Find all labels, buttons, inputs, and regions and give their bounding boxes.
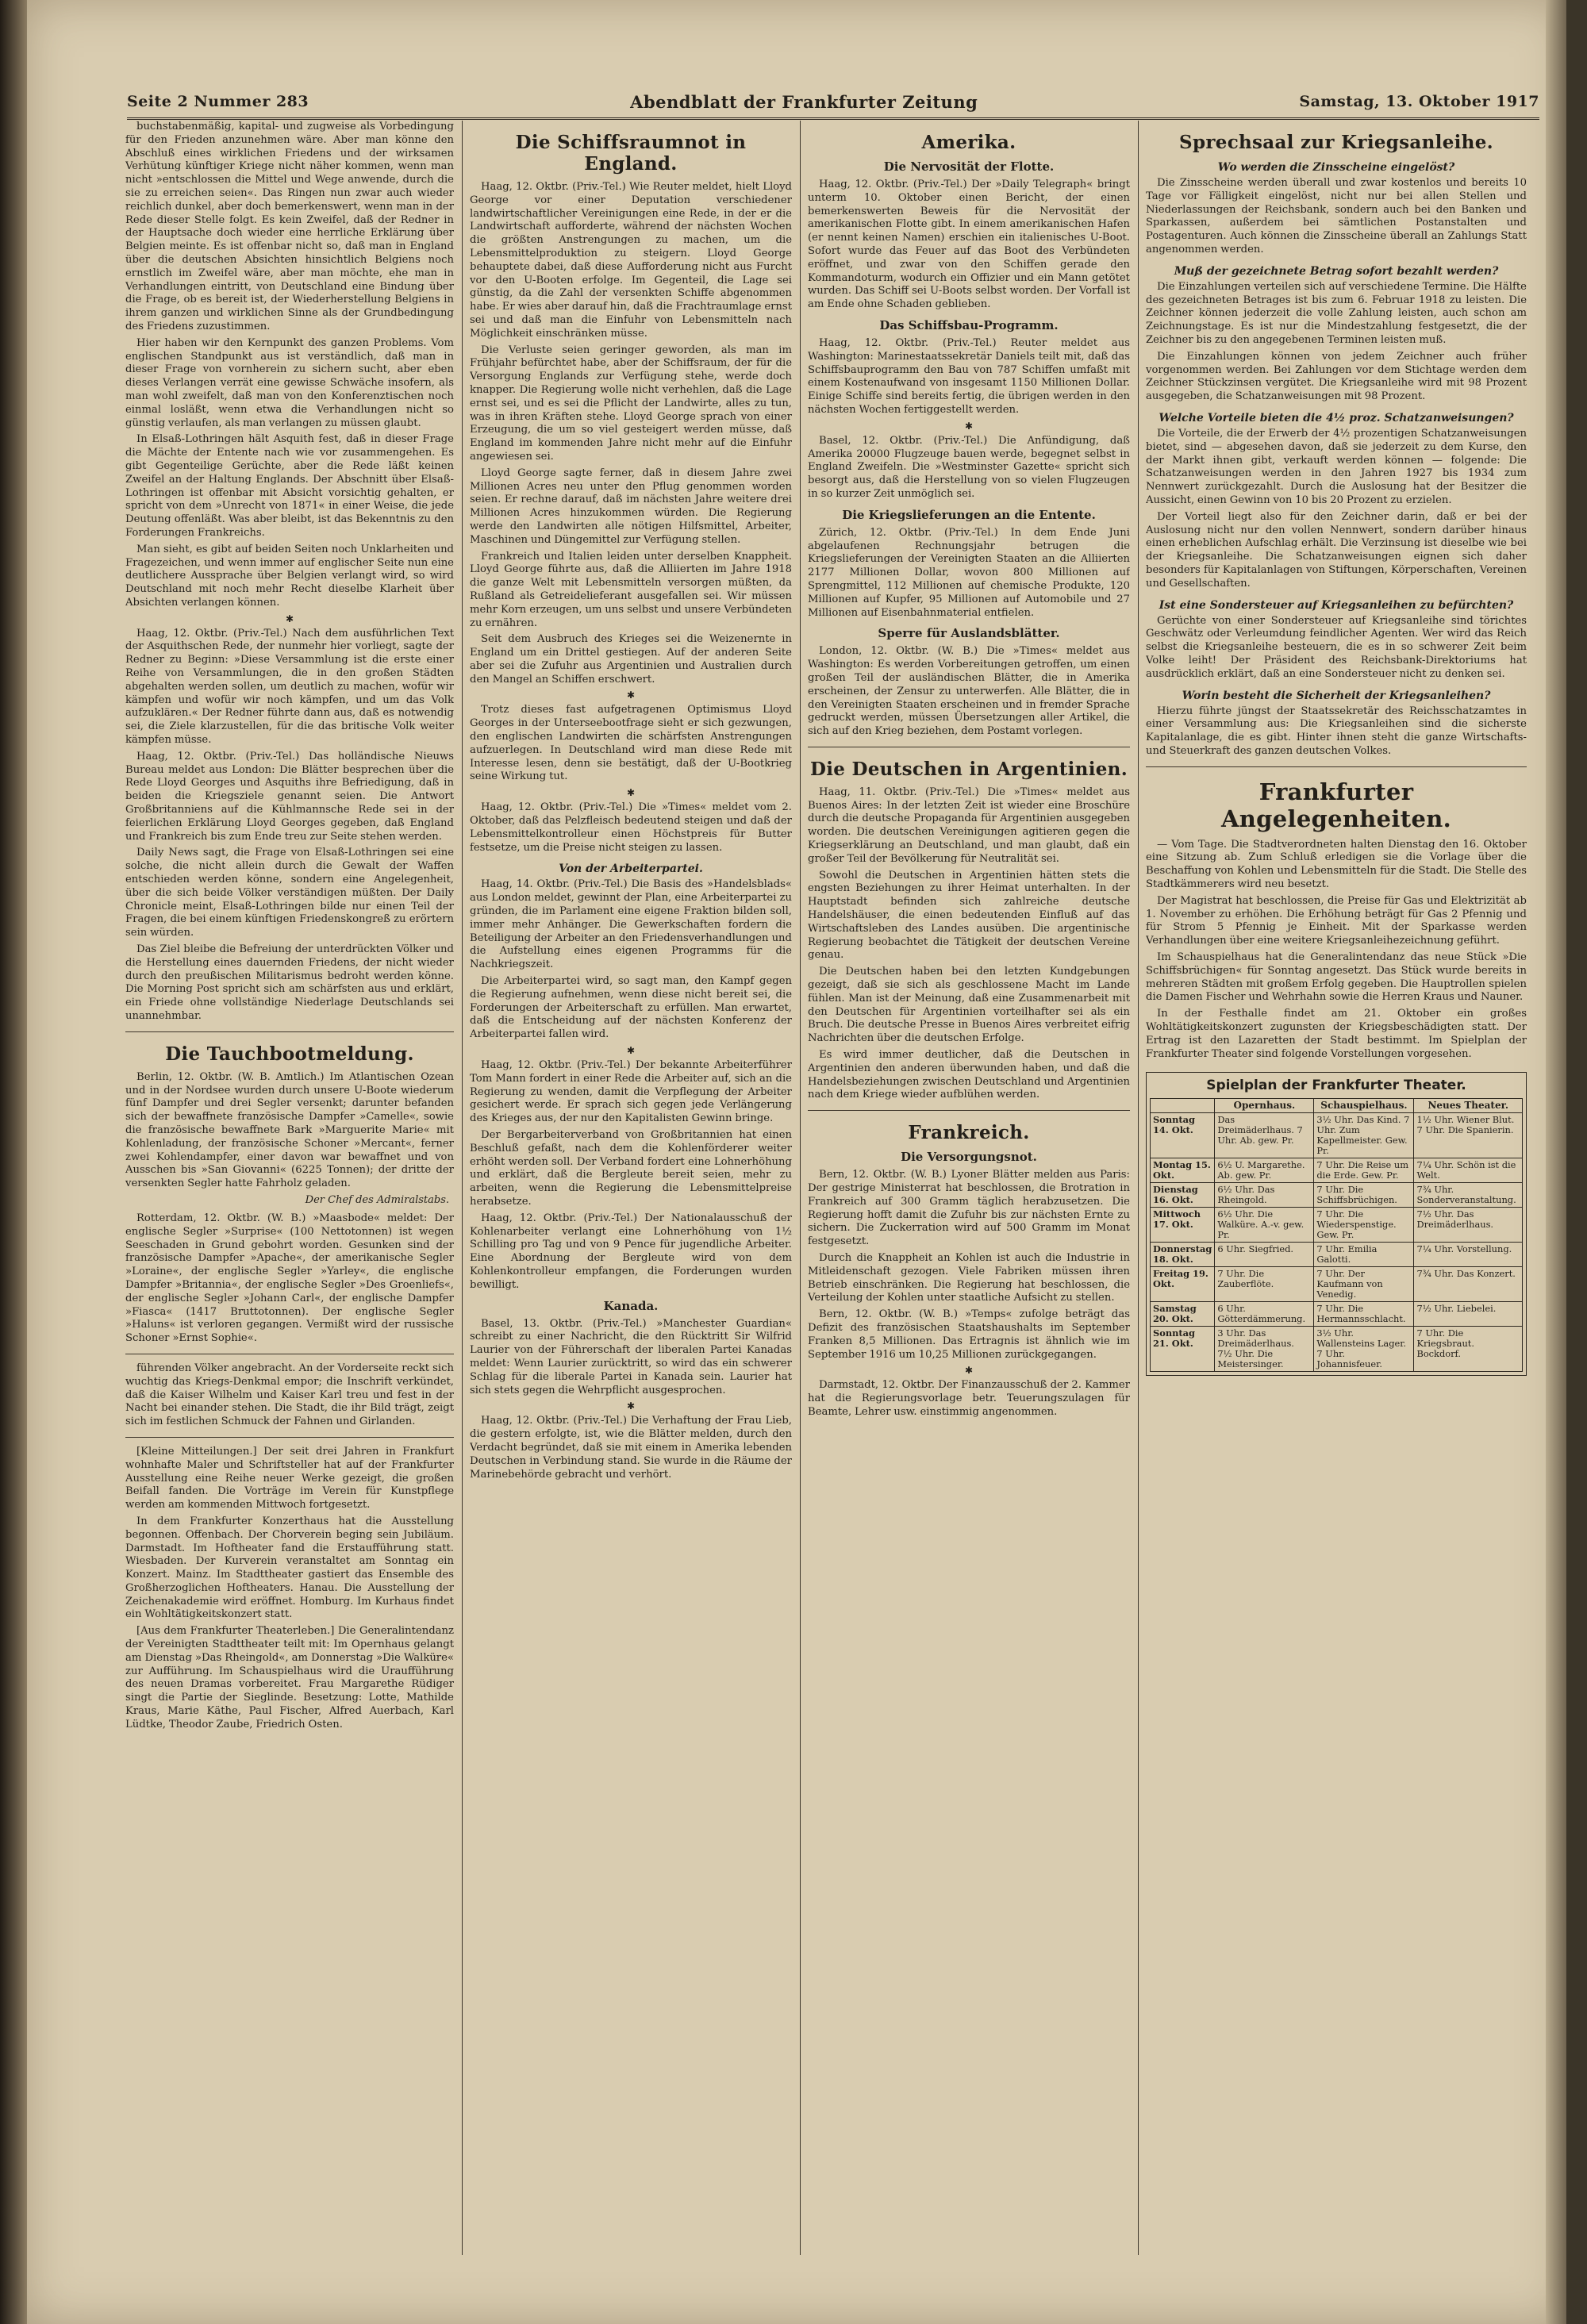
playbill-day-cell: Samstag 20. Okt. (1151, 1302, 1215, 1327)
article-paragraph: Berlin, 12. Oktbr. (W. B. Amtlich.) Im Atlantischen Ozean und in der Nordsee wurden durch unsere U-Boote wiederum fünf Dampfer und drei Segler versenkt; darunter befanden sich der bewaffnete französische Dampfer »Camelle«, sowie die französische bewaffnete Bark »Marguerite Marie« mit Kohlenladung, der französische Schoner »Mercant«, ferner zwei Kohlendampfer, einer davon war bewaffnet und von Ausschen bis »San Giovanni« (6225 Tonnen); der dritte der versenkten Segler hatte Fahrholz geladen. (125, 1070, 454, 1190)
article-paragraph: Bern, 12. Oktbr. (W. B.) Lyoner Blätter melden aus Paris: Der gestrige Ministerrat hat beschlossen, die Brotration in Frankreich auf 300 Gramm täglich herabzusetzen. Die Regierung hofft damit die Zufuhr bis zur nächsten Ernte zu sichern. Die Zuckerration wird auf 500 Gramm im Monat festgesetzt. (808, 1169, 1130, 1248)
playbill-cell: 3½ Uhr. Wallensteins Lager. 7 Uhr. Johannisfeuer. (1314, 1327, 1414, 1372)
separator-star: ✱ (626, 690, 636, 701)
article-paragraph: Trotz dieses fast aufgetragenen Optimismus Lloyd Georges in der Unterseebootfrage sieht er sich gezwungen, den englischen Landwirten die schärfsten Anstrengungen aufzuerlegen. In Deutschland wird man diese Rede mit Interesse lesen, denn sie bestätigt, daß der U-Bootkrieg seine Wirkung tut. (470, 704, 792, 783)
article-paragraph: [Aus dem Frankfurter Theaterleben.] Die Generalintendanz der Vereinigten Stadttheater teilt mit: Im Opernhaus gelangt am Dienstag »Das Rheingold«, am Donnerstag »Die Walküre« zur Aufführung. Im Schauspielhaus wird die Uraufführung des neuen Dramas vorbereitet. Frau Margarethe Rüdiger singt die Partie der Sieglinde. Besetzung: Lotte, Mathilde Kraus, Marie Käthe, Paul Fischer, Alfred Auerbach, Karl Lüdtke, Theodor Zaube, Friedrich Osten. (125, 1625, 454, 1731)
subheadline-flotte: Die Nervosität der Flotte. (883, 159, 1055, 174)
article-paragraph: Die Verluste seien geringer geworden, als man im Frühjahr befürchtet habe, aber der Schiffsraum, der für die Versorgung Englands zur Verfügung stehe, werde doch knapper. Die Regierung wolle nicht verhehlen, daß die Lage ernst sei, und es sei die Pflicht der Landwirte, alles zu tun, was in ihren Kräften stehe. Lloyd George sprach von einer Erzeugung, die um so viel gesteigert werden müsse, daß England im kommenden Jahre nicht mehr auf die Einfuhr angewiesen sei. (470, 344, 792, 463)
playbill-header-cell: Schauspielhaus. (1314, 1099, 1414, 1113)
headline-frankfurter-angelegenheiten: Frankfurter Angelegenheiten. (1221, 778, 1451, 832)
playbill-table (1150, 1098, 1523, 1372)
question-heading: Welche Vorteile bieten die 4½ proz. Schatzanweisungen? (1159, 411, 1514, 424)
playbill-header-cell: Neues Theater. (1414, 1099, 1523, 1113)
article-paragraph: Haag, 11. Oktbr. (Priv.-Tel.) Die »Times« meldet aus Buenos Aires: In der letzten Zeit ist wieder eine Broschüre durch die deutsche Propaganda für Argentinien ausgegeben worden. Die deutschen Vereinigungen agitieren gegen die Kriegserklärung an Deutschland, und man glaubt, daß ein großer Teil der Bevölkerung für Neutralität sei. (808, 786, 1130, 865)
article-paragraph: Gerüchte von einer Sondersteuer auf Kriegsanleihe sind törichtes Geschwätz oder Verleumdung feindlicher Agenten. Wer wird das Reich selbst die Kriegsanleihe besteuern, die es in so schwerer Zeit beim Volke leiht! Der Präsident des Reichsbank-Direktoriums hat ausdrücklich erklärt, daß an eine Sondersteuer nicht zu denken sei. (1146, 614, 1527, 680)
subheadline-arbeiterpartei: Von der Arbeiterpartei. (559, 862, 703, 876)
page-edge (1546, 0, 1566, 2324)
divider (808, 1110, 1130, 1111)
separator-star: ✱ (964, 1365, 974, 1377)
playbill-row (1151, 1327, 1523, 1372)
playbill-day-cell: Mittwoch 17. Okt. (1151, 1208, 1215, 1243)
article-paragraph: Es wird immer deutlicher, daß die Deutschen in Argentinien den anderen überwunden haben, und daß die Handelsbeziehungen zwischen Deutschland und Argentinien nach dem Kriege wieder aufblühen werden. (808, 1049, 1130, 1101)
article-paragraph: London, 12. Oktbr. (W. B.) Die »Times« meldet aus Washington: Es werden Vorbereitungen getroffen, um einen großen Teil der ausländischen Blätter, die in Amerika erscheinen, der Zensur zu unterwerfen. Alle Blätter, die in den Vereinigten Staaten erscheinen und in fremder Sprache gedruckt werden, müssen Übersetzungen aller Artikel, die sich auf den Krieg beziehen, dem Postamt vorlegen. (808, 645, 1130, 738)
playbill-cell: 7½ Uhr. Liebelei. (1414, 1302, 1523, 1327)
playbill-cell: 7¼ Uhr. Schön ist die Welt. (1414, 1158, 1523, 1183)
playbill-row (1151, 1183, 1523, 1208)
article-paragraph: Der Bergarbeiterverband von Großbritannien hat einen Beschluß gefaßt, nach dem die Kohlenförderer weiter erhöht werden soll. Der Verband fordert eine Lohnerhöhung und erklärt, daß die Bergleute bereit seien, mehr zu arbeiten, wenn die Regierung die Lebensmittelpreise herabsetze. (470, 1129, 792, 1208)
article-paragraph: Hier haben wir den Kernpunkt des ganzen Problems. Vom englischen Standpunkt aus ist verständlich, daß man in dieser Frage von vornherein zu sichern sucht, aber eben dieses Verlangen verrät eine gewisse Schwäche insofern, als man wohl zweifelt, daß man von den Konferenztischen noch einmal losläßt, wenn etwa die Verhandlungen nicht so günstig verlaufen, als man verlangen zu müssen glaubt. (125, 336, 454, 429)
playbill-header-row (1151, 1099, 1523, 1113)
playbill-cell: 7 Uhr. Die Reise um die Erde. Gew. Pr. (1314, 1158, 1414, 1183)
article-paragraph: Haag, 12. Oktbr. (Priv.-Tel.) Der »Daily Telegraph« bringt unterm 10. Oktober einen Bericht, der einen bemerkenswerten Beweis für die Nervosität der amerikanischen Flotte gibt. In einem amerikanischen Hafen (er nennt keinen Namen) erschien ein italienisches U-Boot. Sofort wurde das Feuer auf das Boot des Verbündeten eröffnet, und zwar von den Schiffen gerade den Kommandoturm, wodurch ein Offizier und ein Mann getötet wurden. Das Schiff sei U-Boots selbst worden. Der Vorfall ist am Ende ohne Schaden geblieben. (808, 179, 1130, 311)
playbill-cell: 7¾ Uhr. Sonderveranstaltung. (1414, 1183, 1523, 1208)
article-paragraph: buchstabenmäßig, kapital- und zugweise als Vorbedingung für den Frieden anzunehmen wäre. Aber man könne den Abschluß eines wirklichen Friedens und der wirksamen Verhütung künftiger Kriege nicht näher kommen, wenn man nicht »entschlossen die Mittel und Wege anwende, durch die sie zu erreichen seien«. Das Ringen nun zwar auch wieder reichlich dunkel, aber doch bemerkenswert, wenn man in der Rede dieser Stelle folgt. Es kein Zweifel, daß der Redner in der Hauptsache doch wieder eine herrliche Erklärung über Belgien meinte. Es ist offenbar nicht so, daß man in England über die deutschen Absichten hinsichtlich Belgiens noch ernstlich im Zweifel wäre, aber man möchte, ehe man in Verhandlungen eintritt, von Deutschland eine Bindung über die Frage, ob es bereit ist, der Wiederherstellung Belgiens in ihrem ganzen und wirklichen Sinne als der Grundbedingung des Friedens zuzustimmen. (125, 121, 454, 332)
column-rule (800, 121, 801, 2255)
playbill-day-cell: Sonntag 21. Okt. (1151, 1327, 1215, 1372)
article-paragraph: Seit dem Ausbruch des Krieges sei die Weizenernte in England um ein Drittel gestiegen. Auf der anderen Seite aber sei die Zufuhr aus Argentinien und Australien durch den Mangel an Schiffen erschwert. (470, 633, 792, 686)
article-paragraph: Darmstadt, 12. Oktbr. Der Finanzausschuß der 2. Kammer hat die Regierungsvorlage betr. Teuerungszulagen für Beamte, Lehrer usw. einstimmig angenommen. (808, 1379, 1130, 1418)
headline-sprechsaal: Sprechsaal zur Kriegsanleihe. (1179, 132, 1493, 153)
playbill-cell: 3 Uhr. Das Dreimäderlhaus. 7½ Uhr. Die Meistersinger. (1215, 1327, 1314, 1372)
playbill-cell: 3½ Uhr. Das Kind. 7 Uhr. Zum Kapellmeister. Gew. Pr. (1314, 1113, 1414, 1158)
separator-star: ✱ (285, 613, 294, 624)
question-heading: Ist eine Sondersteuer auf Kriegsanleihen zu befürchten? (1159, 598, 1514, 612)
playbill-cell: 7½ Uhr. Das Dreimäderlhaus. (1414, 1208, 1523, 1243)
page-masthead (127, 86, 1539, 120)
separator-star: ✱ (964, 420, 974, 432)
playbill-cell: 7 Uhr. Die Kriegsbraut. Bockdorf. (1414, 1327, 1523, 1372)
playbill-cell: 6½ U. Margarethe. Ab. gew. Pr. (1215, 1158, 1314, 1183)
article-paragraph: Haag, 12. Oktbr. (Priv.-Tel.) Das holländische Nieuws Bureau meldet aus London: Die Blätter besprechen über die Rede Lloyd Georges und Asquiths ihre Befriedigung, daß in beiden die Kriegsziele genannt seien. Die Antwort Großbritanniens auf die Kühlmannsche Rede sei in der feierlichen Erklärung Lloyd Georges gegeben, daß England und Frankreich bis zum Ende treu zur Seite stehen werden. (125, 750, 454, 843)
playbill-row (1151, 1267, 1523, 1302)
article-paragraph: In der Festhalle findet am 21. Oktober ein großes Wohltätigkeitskonzert zugunsten der Kriegsbeschädigten statt. Der Ertrag ist den Lazaretten der Stadt bestimmt. Im Spielplan der Frankfurter Theater sind folgende Vorstellungen vorgesehen. (1146, 1008, 1527, 1060)
playbill-day-cell: Donnerstag 18. Okt. (1151, 1243, 1215, 1267)
playbill-cell: 7 Uhr. Der Kaufmann von Venedig. (1314, 1267, 1414, 1302)
issue-date: Samstag, 13. Oktober 1917 (1299, 93, 1539, 110)
separator-star: ✱ (626, 787, 636, 799)
article-paragraph: Lloyd George sagte ferner, daß in diesem Jahre zwei Millionen Acres neu unter den Pflug genommen worden seien. Er rechne darauf, daß im nächsten Jahre weitere drei Millionen Acres hinzukommen würden. Die Regierung werde den Landwirten alle nötigen Hilfsmittel, Arbeiter, Maschinen und Düngemittel zur Verfügung stellen. (470, 467, 792, 546)
column-4 (1146, 121, 1527, 2255)
question-heading: Worin besteht die Sicherheit der Kriegsanleihen? (1182, 689, 1491, 702)
playbill-day-cell: Freitag 19. Okt. (1151, 1267, 1215, 1302)
playbill-title: Spielplan der Frankfurter Theater. (1206, 1077, 1466, 1094)
binding-spine (0, 0, 27, 2324)
playbill-cell: 1½ Uhr. Wiener Blut. 7 Uhr. Die Spanierin. (1414, 1113, 1523, 1158)
article-paragraph: Basel, 12. Oktbr. (Priv.-Tel.) Die Anfündigung, daß Amerika 20000 Flugzeuge bauen werde, begegnet selbst in England Zweifeln. Die »Westminster Gazette« spricht sich besorgt aus, daß die Herstellung von so vielen Flugzeugen in so kurzer Zeit unmöglich sei. (808, 434, 1130, 500)
headline-kanada: Kanada. (603, 1298, 659, 1313)
article-paragraph: Rotterdam, 12. Oktbr. (W. B.) »Maasbode« meldet: Der englische Segler »Surprise« (100 Nettotonnen) ist wegen Seeschaden in Grund gebohrt worden. Gesunken sind der französische Dampfer »Apache«, der amerikanische Segler »Loraine«, der englische Segler »Yarley«, die englische Dampfer »Britannia«, der englische Segler »Des Groenliefs«, der englische Segler »Johann Carl«, der englische Dampfer »Fiasca« (1417 Bruttotonnen). Der englische Segler »Haluns« ist verloren gegangen. Vermißt wird der russische Schoner »Ernst Sophie«. (125, 1212, 454, 1345)
playbill-row (1151, 1158, 1523, 1183)
newspaper-page (27, 0, 1566, 2324)
article-paragraph: Die Einzahlungen verteilen sich auf verschiedene Termine. Die Hälfte des gezeichneten Betrages ist bis zum 6. Februar 1918 zu leisten. Die Zeichner können jederzeit die volle Zahlung leisten, auch schon am Zeichnungstage. Es ist nur die Mindestzahlung festgesetzt, die der Zeichner bis zu den angegebenen Terminen leisten muß. (1146, 280, 1527, 346)
playbill-header-cell (1151, 1099, 1215, 1113)
playbill-cell: 7¾ Uhr. Das Konzert. (1414, 1267, 1523, 1302)
article-paragraph: Zürich, 12. Oktbr. (Priv.-Tel.) In dem Ende Juni abgelaufenen Rechnungsjahr betrugen die Kriegslieferungen der Vereinigten Staaten an die Alliierten 2177 Millionen Dollar, wovon 800 Millionen auf Sprengmittel, 112 Millionen auf chemische Produkte, 120 Millionen auf Kupfer, 95 Millionen auf Automobile und 27 Millionen auf Eisenbahnmaterial entfielen. (808, 526, 1130, 619)
article-paragraph: Haag, 12. Oktbr. (Priv.-Tel.) Reuter meldet aus Washington: Marinestaatssekretär Daniels teilt mit, daß das Schiffsbauprogramm den Bau von 787 Schiffen umfaßt mit einem Kostenaufwand von insgesamt 1150 Millionen Dollar. Einige Schiffe sind bereits fertig, die übrigen werden in den nächsten Wochen fertiggestellt werden. (808, 336, 1130, 416)
playbill-body (1151, 1113, 1523, 1372)
headline-tauchboot: Die Tauchbootmeldung. (165, 1043, 414, 1065)
headline-schiffsraum: Die Schiffsraumnot in England. (515, 132, 747, 175)
article-paragraph: führenden Völker angebracht. An der Vorderseite reckt sich wuchtig das Kriegs-Denkmal empor; die Inschrift verkündet, daß die Kaiser Wilhelm und Kaiser Karl treu und fest in der Nacht bei einander stehen. Die Stadt, die ihr Bild trägt, zeigt sich im festlichen Schmuck der Fahnen und Girlanden. (125, 1362, 454, 1428)
article-paragraph: Die Arbeiterpartei wird, so sagt man, den Kampf gegen die Regierung aufnehmen, wenn diese nicht bereit sei, die Forderungen der Arbeiterschaft zu erfüllen. Man erwartet, daß die Entscheidung auf der nächsten Konferenz der Arbeiterpartei fallen wird. (470, 975, 792, 1041)
article-paragraph: Durch die Knappheit an Kohlen ist auch die Industrie in Mitleidenschaft gezogen. Viele Fabriken müssen ihren Betrieb einschränken. Die Regierung hat beschlossen, die Verteilung der Kohlen unter staatliche Aufsicht zu stellen. (808, 1252, 1130, 1304)
subheadline-sperre: Sperre für Auslandsblätter. (878, 626, 1060, 641)
playbill-cell: 7¼ Uhr. Vorstellung. (1414, 1243, 1523, 1267)
playbill-cell: Das Dreimäderlhaus. 7 Uhr. Ab. gew. Pr. (1215, 1113, 1314, 1158)
article-paragraph: Man sieht, es gibt auf beiden Seiten noch Unklarheiten und Fragezeichen, und wenn immer auf englischer Seite nun eine deutlichere Aussprache über Belgien verlangt wird, so wird Deutschland mit noch mehr Recht dieselbe Klarheit über Absichten verlangen können. (125, 543, 454, 609)
article-paragraph: Die Deutschen haben bei den letzten Kundgebungen gezeigt, daß sie sich als geschlossene Macht im Lande fühlen. Man ist der Meinung, daß eine Zusammenarbeit mit den Deutschen für Argentinien vorteilhafter sei als ein Bruch. Die deutsche Presse in Buenos Aires verbreitet eifrig Nachrichten über die deutschen Erfolge. (808, 966, 1130, 1045)
article-paragraph: Sowohl die Deutschen in Argentinien hätten stets die engsten Beziehungen zu ihrer Heimat unterhalten. In der Hauptstadt befinden sich zahlreiche deutsche Handelshäuser, die einen bedeutenden Einfluß auf das Wirtschaftsleben des Landes ausüben. Die argentinische Regierung beobachtet die Tätigkeit der deutschen Vereine genau. (808, 869, 1130, 962)
newspaper-title: Abendblatt der Frankfurter Zeitung (630, 91, 978, 112)
article-paragraph: Bern, 12. Oktbr. (W. B.) »Temps« zufolge beträgt das Defizit des französischen Staatshaushalts im September Franken 8,5 Millionen. Das Ertragnis ist ähnlich wie im September 1916 um 10,25 Millionen zurückgegangen. (808, 1308, 1130, 1361)
signature: Der Chef des Admiralstabs. (305, 1193, 449, 1206)
page-number: Seite 2 Nummer 283 (127, 93, 309, 110)
article-paragraph: Frankreich und Italien leiden unter derselben Knappheit. Lloyd George führte aus, daß die Alliierten im Jahre 1918 die ganze Welt mit Lebensmitteln versorgen müßten, da Rußland als Getreidelieferant ausgefallen sei. Wir müssen mehr Korn erzeugen, um uns selbst und unsere Verbündeten zu ernähren. (470, 550, 792, 629)
article-paragraph: [Kleine Mitteilungen.] Der seit drei Jahren in Frankfurt wohnhafte Maler und Schriftsteller hat auf der Frankfurter Ausstellung eine Reihe neuer Werke gezeigt, die großen Beifall fanden. Die Vorträge im Verein für Kunstpflege werden am kommenden Mittwoch fortgesetzt. (125, 1445, 454, 1512)
article-paragraph: Die Zinsscheine werden überall und zwar kostenlos und bereits 10 Tage vor Fälligkeit eingelöst, nicht nur bei allen Stellen und Niederlassungen der Reichsbank, sondern auch bei den Banken und Sparkassen, außerdem bei sämtlichen Postanstalten und Postagenturen. Auch können die Zinsscheine überall an Zahlungs Statt angenommen werden. (1146, 177, 1527, 255)
article-paragraph: In Elsaß-Lothringen hält Asquith fest, daß in dieser Frage die Mächte der Entente nach wie vor zusammengehen. Es gibt Gegenteilige Gerüchte, aber die Rede läßt keinen Zweifel an der Haltung Englands. Der Abschnitt über Elsaß-Lothringen ist offenbar mit Absicht vorsichtig gehalten, er spricht von dem »Unrecht von 1871« in einer Weise, die jede Deutung offenläßt. Was aber bleibt, ist das Bekenntnis zu den Forderungen Frankreichs. (125, 433, 454, 539)
playbill-row (1151, 1113, 1523, 1158)
article-paragraph: Haag, 12. Oktbr. (Priv.-Tel.) Nach dem ausführlichen Text der Asquithschen Rede, der nunmehr hier vorliegt, sagte der Redner zu Beginn: »Diese Versammlung ist die erste einer Reihe von Versammlungen, die in den großen Städten abgehalten werden sollen, um deutlich zu machen, wofür wir kämpfen und wofür wir noch kämpfen, und um das Volk aufzuklären.« Der Redner führte dann aus, daß es notwendig sei, die Ziele klarzustellen, für die das britische Volk weiter kämpfen müsse. (125, 627, 454, 747)
playbill-row (1151, 1302, 1523, 1327)
article-paragraph: Der Magistrat hat beschlossen, die Preise für Gas und Elektrizität ab 1. November zu erhöhen. Die Erhöhung beträgt für Gas 2 Pfennig und für Strom 5 Pfennig je Einheit. Mit der Sparkasse werden Verhandlungen über eine weitere Kriegsanleihezeichnung geführt. (1146, 894, 1527, 947)
playbill-day-cell: Montag 15. Okt. (1151, 1158, 1215, 1183)
subheadline-versorgung: Die Versorgungsnot. (901, 1150, 1037, 1165)
article-paragraph: Basel, 13. Oktbr. (Priv.-Tel.) »Manchester Guardian« schreibt zu einer Nachricht, die den Rücktritt Sir Wilfrid Laurier von der Führerschaft der liberalen Partei Kanadas meldet: Wenn Laurier zurücktritt, so wird das ein schwerer Schlag für die liberale Partei in Kanada sein. Laurier hat sich stets gegen die Wehrpflicht ausgesprochen. (470, 1317, 792, 1396)
playbill-cell: 6 Uhr. Götterdämmerung. (1215, 1302, 1314, 1327)
playbill-cell: 6½ Uhr. Die Walküre. A.-v. gew. Pr. (1215, 1208, 1314, 1243)
article-paragraph: Die Vorteile, die der Erwerb der 4½ prozentigen Schatzanweisungen bietet, sind — abgesehen davon, daß sie jederzeit zu dem Kurse, den der Markt ihnen gibt, verkauft werden können — folgende: Die Schatzanweisungen werden in den Jahren 1927 bis 1934 zum Nennwert zurückgezahlt. Durch die Auslosung hat der Besitzer die Aussicht, einen Gewinn von 10 bis 20 Prozent zu erzielen. (1146, 427, 1527, 506)
separator-star: ✱ (626, 1400, 636, 1412)
divider (125, 1437, 454, 1438)
article-paragraph: Haag, 12. Oktbr. (Priv.-Tel.) Der Nationalausschuß der Kohlenarbeiter verlangt eine Lohnerhöhung von 1½ Schilling pro Tag und von 9 Pence für jugendliche Arbeiter. Eine Abordnung der Bergleute wird von dem Kohlenkontrolleur empfangen, die Forderungen wurden bewilligt. (470, 1212, 792, 1291)
playbill-cell: 6½ Uhr. Das Rheingold. (1215, 1183, 1314, 1208)
article-paragraph: Die Einzahlungen können von jedem Zeichner auch früher vorgenommen werden. Bei Zahlungen vor dem Stichtage werden dem Zeichner Stückzinsen vergütet. Die Kriegsanleihe wird mit 98 Prozent ausgegeben, die Schatzanweisungen mit 98 Prozent. (1146, 350, 1527, 403)
column-3 (808, 121, 1130, 2255)
playbill-day-cell: Dienstag 16. Okt. (1151, 1183, 1215, 1208)
article-paragraph: Haag, 12. Oktbr. (Priv.-Tel.) Wie Reuter meldet, hielt Lloyd George vor einer Deputation verschiedener landwirtschaftlicher Vereinigungen eine Rede, in der er die Landwirtschaft aufforderte, während der nächsten Wochen die größten Anstrengungen zu machen, um die Lebensmittelproduktion zu steigern. Lloyd George behauptete dabei, daß diese Aufforderung nicht aus Furcht vor den U-Booten erfolge. Im Gegenteil, die Lage sei günstig, da die Zahl der versenkten Schiffe abgenommen habe. Er wies aber darauf hin, daß die Frachtraumlage ernst sei und daß man die Einfuhr von Lebensmitteln nach Möglichkeit einschränken müsse. (470, 181, 792, 340)
playbill-cell: 7 Uhr. Die Zauberflöte. (1215, 1267, 1314, 1302)
article-paragraph: Im Schauspielhaus hat die Generalintendanz das neue Stück »Die Schiffsbrüchigen« für Sonntag angesetzt. Das Stück wurde bereits in mehreren Städten mit großem Erfolg gegeben. Die Hauptrollen spielen die Damen Fischer und Wehrhahn sowie die Herren Kraus und Nauner. (1146, 951, 1527, 1004)
playbill-row (1151, 1243, 1523, 1267)
article-paragraph: Der Vorteil liegt also für den Zeichner darin, daß er bei der Auslosung nicht nur den vollen Nennwert, sondern darüber hinaus einen erheblichen Aufschlag erhält. Die Verzinsung ist dieselbe wie bei der Kriegsanleihe. Die Schatzanweisungen eignen sich daher besonders für Kapitalanlagen von Stiftungen, Körperschaften, Vereinen und Gesellschaften. (1146, 510, 1527, 590)
article-paragraph: Hierzu führte jüngst der Staatssekretär des Reichsschatzamtes in einer Versammlung aus: Die Kriegsanleihen sind die sicherste Kapitalanlage, die es gibt. Hinter ihnen steht die ganze Wirtschafts- und Steuerkraft des ganzen deutschen Volkes. (1146, 705, 1527, 757)
column-rule (462, 121, 463, 2255)
column-1 (125, 121, 454, 2255)
playbill-cell: 7 Uhr. Die Schiffsbrüchigen. (1314, 1183, 1414, 1208)
article-paragraph: — Vom Tage. Die Stadtverordneten halten Dienstag den 16. Oktober eine Sitzung ab. Zum Schluß erledigen sie die Vorlage über die Beschaffung von Kohlen und Lebensmitteln für die Stadt. Die Stelle des Stadtkämmerers wird neu besetzt. (1146, 838, 1527, 891)
theater-playbill (1146, 1072, 1527, 1376)
question-heading: Muß der gezeichnete Betrag sofort bezahlt werden? (1174, 264, 1499, 278)
divider (125, 1031, 454, 1032)
headline-frankreich: Frankreich. (908, 1122, 1030, 1144)
playbill-row (1151, 1208, 1523, 1243)
article-paragraph: Haag, 12. Oktbr. (Priv.-Tel.) Die »Times« meldet vom 2. Oktober, daß das Pelzfleisch bedeutend steigen und daß der Lebensmittelkontrolleur einen Höchstpreis für Butter festsetze, um die Preise nicht steigen zu lassen. (470, 801, 792, 854)
subheadline-schiffbau: Das Schiffsbau-Programm. (879, 317, 1059, 332)
article-paragraph: Das Ziel bleibe die Befreiung der unterdrückten Völker und die Herstellung eines dauernden Friedens, der nicht wieder durch den preußischen Militarismus bedroht werden könne. Die Morning Post spricht sich am schärfsten aus und erklärt, ein Friede ohne vollständige Niederlage Deutschlands sei unannehmbar. (125, 943, 454, 1022)
playbill-cell: 7 Uhr. Die Hermannsschlacht. (1314, 1302, 1414, 1327)
playbill-cell: 7 Uhr. Emilia Galotti. (1314, 1243, 1414, 1267)
headline-amerika: Amerika. (921, 132, 1016, 153)
separator-star: ✱ (626, 1045, 636, 1057)
article-paragraph: Daily News sagt, die Frage von Elsaß-Lothringen sei eine solche, die nicht allein durch die Gewalt der Waffen entschieden werden könne, sondern eine Angelegenheit, über die sich beide Völker verständigen müßten. Der Daily Chronicle meint, Elsaß-Lothringen bilde nur einen Teil der Fragen, die bei einem künftigen Friedenskongreß zu erörtern sein würden. (125, 847, 454, 939)
playbill-cell: 7 Uhr. Die Wiederspenstige. Gew. Pr. (1314, 1208, 1414, 1243)
subheadline-lieferungen: Die Kriegslieferungen an die Entente. (842, 507, 1096, 522)
article-paragraph: In dem Frankfurter Konzerthaus hat die Ausstellung begonnen. Offenbach. Der Chorverein beging sein Jubiläum. Darmstadt. Im Hoftheater fand die Erstaufführung statt. Wiesbaden. Der Kurverein veranstaltet am Sonntag ein Konzert. Mainz. Im Stadttheater gastiert das Ensemble des Großherzoglichen Hoftheaters. Hanau. Die Ausstellung der Zeichenakademie wird eröffnet. Homburg. Im Kurhaus findet ein Wohltätigkeitskonzert statt. (125, 1515, 454, 1621)
divider (1146, 766, 1527, 767)
article-paragraph: Haag, 12. Oktbr. (Priv.-Tel.) Die Verhaftung der Frau Lieb, die gestern erfolgte, ist, wie die Blätter melden, durch den Verdacht begründet, daß sie mit einem in Amerika lebenden Deutschen in Verbindung stand. Sie wurde in die Räume der Marinebehörde gebracht und verhört. (470, 1415, 792, 1481)
article-paragraph: Haag, 14. Oktbr. (Priv.-Tel.) Die Basis des »Handelsblads« aus London meldet, gewinnt der Plan, eine Arbeiterpartei zu gründen, die im Parlament eine eigene Fraktion bilden soll, immer mehr Anhänger. Die Gewerkschaften fordern die Beteiligung der Arbeiter an den Friedensverhandlungen und die Aufstellung eines eigenen Programms für die Nachkriegszeit. (470, 878, 792, 971)
column-2 (470, 121, 792, 2255)
column-rule (1138, 121, 1139, 2255)
article-paragraph: Haag, 12. Oktbr. (Priv.-Tel.) Der bekannte Arbeiterführer Tom Mann fordert in einer Rede die Arbeiter auf, sich an die Regierung zu wenden, damit die Verpflegung der Arbeiter gesichert werde. Er sprach sich gegen jede Verlängerung des Krieges aus, der nur den Kapitalisten Gewinn bringe. (470, 1059, 792, 1125)
headline-argentinien: Die Deutschen in Argentinien. (809, 758, 1128, 780)
question-heading: Wo werden die Zinsscheine eingelöst? (1217, 161, 1455, 174)
playbill-header-cell: Opernhaus. (1215, 1099, 1314, 1113)
playbill-day-cell: Sonntag 14. Okt. (1151, 1113, 1215, 1158)
playbill-cell: 6 Uhr. Siegfried. (1215, 1243, 1314, 1267)
